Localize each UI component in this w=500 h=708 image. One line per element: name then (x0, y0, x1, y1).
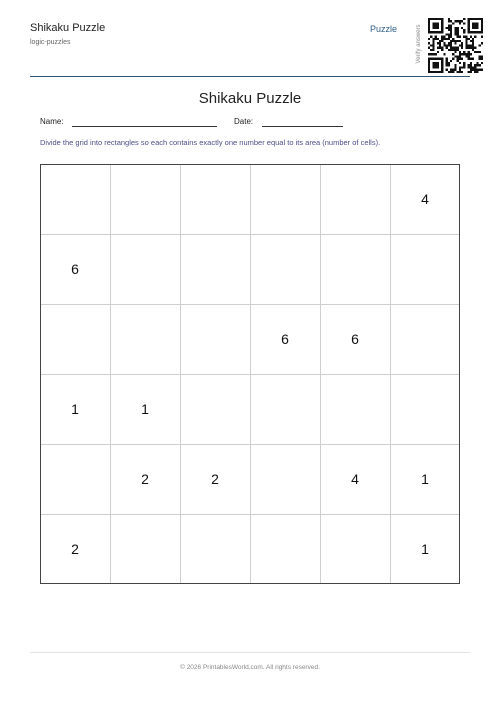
date-field[interactable] (262, 126, 343, 127)
shikaku-grid[interactable] (40, 164, 460, 584)
clue-cell[interactable]: 1 (71, 401, 79, 417)
clue-cell[interactable]: 6 (71, 261, 79, 277)
name-label: Name: (40, 117, 64, 126)
footer-copyright: © 2026 PrintablesWorld.com. All rights reserved. (180, 664, 320, 671)
clue-cell[interactable]: 4 (351, 471, 359, 487)
clue-cell[interactable]: 6 (281, 331, 289, 347)
clue-cell[interactable]: 1 (421, 471, 429, 487)
clue-cell[interactable]: 2 (71, 541, 79, 557)
clue-cell[interactable]: 1 (421, 541, 429, 557)
site-subtitle: logic-puzzles (30, 39, 71, 46)
header-divider (30, 76, 470, 77)
category-link[interactable]: Puzzle (370, 24, 398, 34)
date-label: Date: (234, 117, 254, 126)
worksheet-title: Shikaku Puzzle (198, 90, 302, 107)
clue-cell[interactable]: 2 (211, 471, 219, 487)
clue-cell[interactable]: 2 (141, 471, 149, 487)
verify-answers-label: Verify answers (416, 24, 422, 64)
page-header (30, 18, 470, 78)
footer-divider (30, 652, 470, 653)
clue-cell[interactable]: 1 (141, 401, 149, 417)
site-title: Shikaku Puzzle (30, 22, 106, 34)
instructions: Divide the grid into rectangles so each contains exactly one number equal to its area (number of cells). (40, 138, 381, 147)
clue-cell[interactable]: 6 (351, 331, 359, 347)
qr-code[interactable] (428, 18, 483, 73)
clue-cell[interactable]: 4 (421, 191, 429, 207)
name-field[interactable] (72, 126, 217, 127)
